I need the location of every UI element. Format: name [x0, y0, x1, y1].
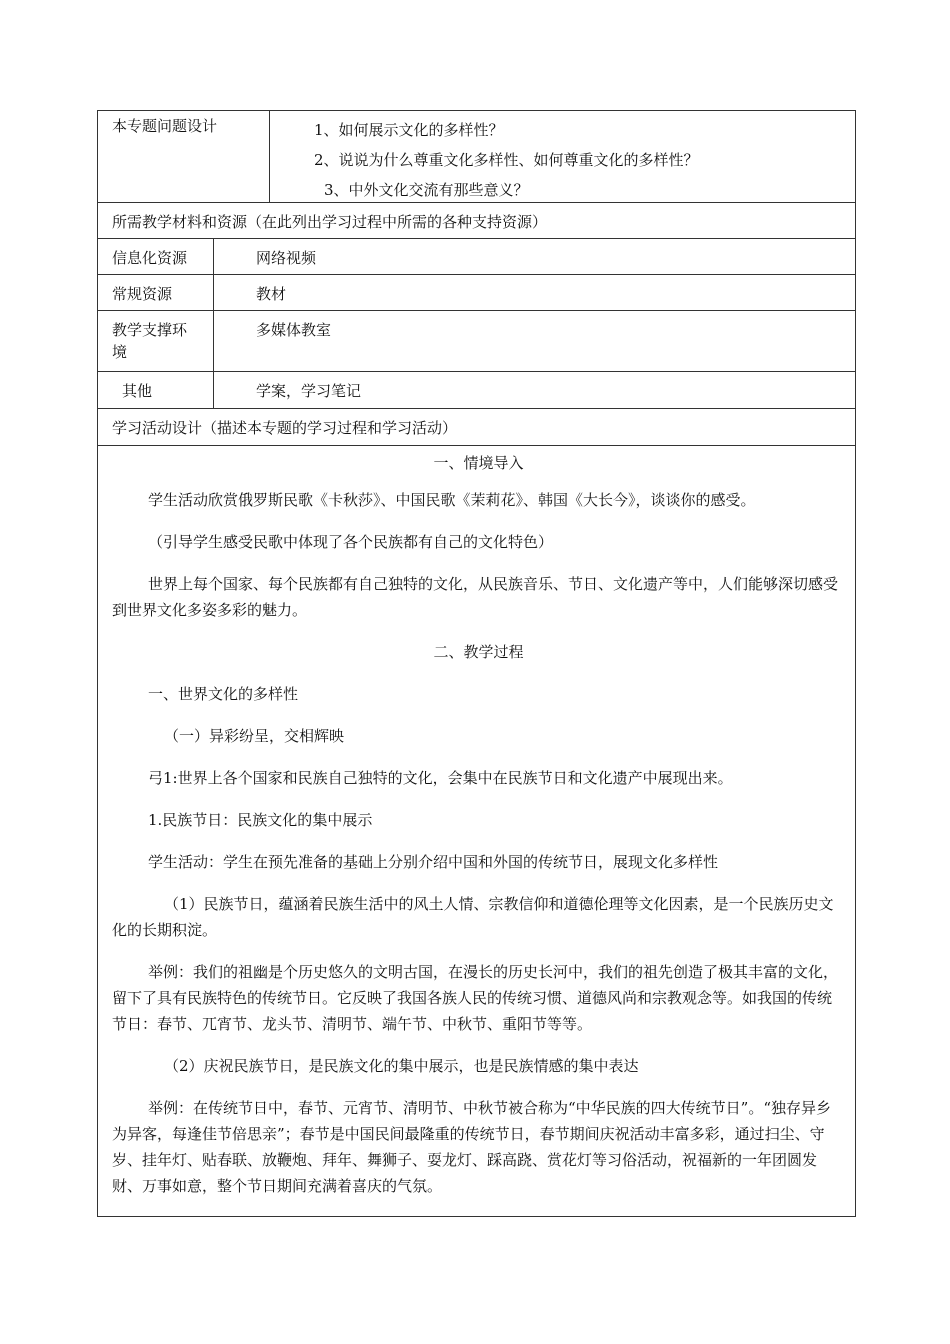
paragraph: 弓1:世界上各个国家和民族自己独特的文化，会集中在民族节日和文化遗产中展现出来。	[148, 769, 733, 787]
resource-row	[98, 275, 855, 311]
paragraph: 举例：我们的祖幽是个历史悠久的文明古国，在漫长的历史长河中，我们的祖先创造了极其丰富的文化，留下了具有民族特色的传统节日。它反映了我国各族人民的传统习惯、道德风尚和宗教观念等。如我国的传统节日：春节、兀宵节、龙头节、清明节、端午节、中秋节、重阳节等等。	[112, 963, 839, 1033]
materials-header: 所需教学材料和资源（在此列出学习过程中所需的各种支持资源）	[112, 213, 548, 231]
resource-label: 其他	[98, 372, 214, 408]
paragraph: （2）庆祝民族节日，是民族文化的集中展示，也是民族情感的集中表达	[164, 1057, 639, 1075]
resource-label: 信息化资源	[98, 239, 214, 274]
resource-row	[98, 239, 855, 275]
resource-value: 学案，学习笔记	[256, 382, 362, 400]
paragraph: （引导学生感受民歌中体现了各个民族都有自己的文化特色）	[148, 533, 554, 551]
problem-design-row	[98, 111, 855, 203]
resource-row	[98, 372, 855, 409]
paragraph: 学生活动：学生在预先准备的基础上分别介绍中国和外国的传统节日，展现文化多样性	[148, 853, 719, 871]
paragraph: （1）民族节日，蕴涵着民族生活中的风土人情、宗教信仰和道德伦理等文化因素，是一个民族历史文化的长期积淀。	[112, 895, 834, 939]
lesson-plan-table	[97, 110, 856, 1217]
question-item: 3、中外文化交流有那些意义？	[324, 181, 529, 199]
resource-label: 教学支撑环境	[98, 311, 214, 371]
paragraph: 举例：在传统节日中，春节、元宵节、清明节、中秋节被合称为“中华民族的四大传统节日”。“独存异乡为异客，每逢佳节倍思亲”；春节是中国民间最隆重的传统节日，春节期间庆祝活动丰富多彩，通过扫尘、守岁、挂年灯、贴春联、放鞭炮、拜年、舞狮子、耍龙灯、踩高跷、赏花灯等习俗活动，祝福新的一年团圆发财、万事如意，整个节日期间充满着喜庆的气氛。	[112, 1099, 832, 1195]
activity-header: 学习活动设计（描述本专题的学习过程和学习活动）	[112, 419, 458, 437]
paragraph: （一）异彩纷呈，交相辉映	[164, 727, 345, 745]
problem-design-label: 本专题问题设计	[98, 111, 270, 202]
section-heading: 二、教学过程	[433, 643, 524, 661]
paragraph: 学生活动欣赏俄罗斯民歌《卡秋莎》、中国民歌《茉莉花》、韩国《大长今》，谈谈你的感受。	[148, 491, 756, 509]
resource-row	[98, 311, 855, 372]
question-item: 1、如何展示文化的多样性？	[314, 121, 504, 139]
paragraph: 1.民族节日：民族文化的集中展示	[148, 811, 373, 829]
question-item: 2、说说为什么尊重文化多样性、如何尊重文化的多样性？	[314, 151, 699, 169]
paragraph: 世界上每个国家、每个民族都有自己独特的文化，从民族音乐、节日、文化遗产等中，人们能够深切感受到世界文化多姿多彩的魅力。	[112, 575, 839, 619]
resource-value: 网络视频	[256, 249, 317, 267]
section-heading: 一、情境导入	[433, 454, 524, 472]
activity-body-row	[98, 446, 855, 1216]
paragraph: 一、世界文化的多样性	[148, 685, 299, 703]
resource-value: 多媒体教室	[256, 321, 332, 339]
resource-value: 教材	[256, 285, 287, 303]
activity-header-row	[98, 409, 855, 446]
question-list	[270, 111, 855, 202]
activity-body	[98, 446, 855, 1216]
resource-label: 常规资源	[98, 275, 214, 310]
materials-header-row	[98, 203, 855, 239]
